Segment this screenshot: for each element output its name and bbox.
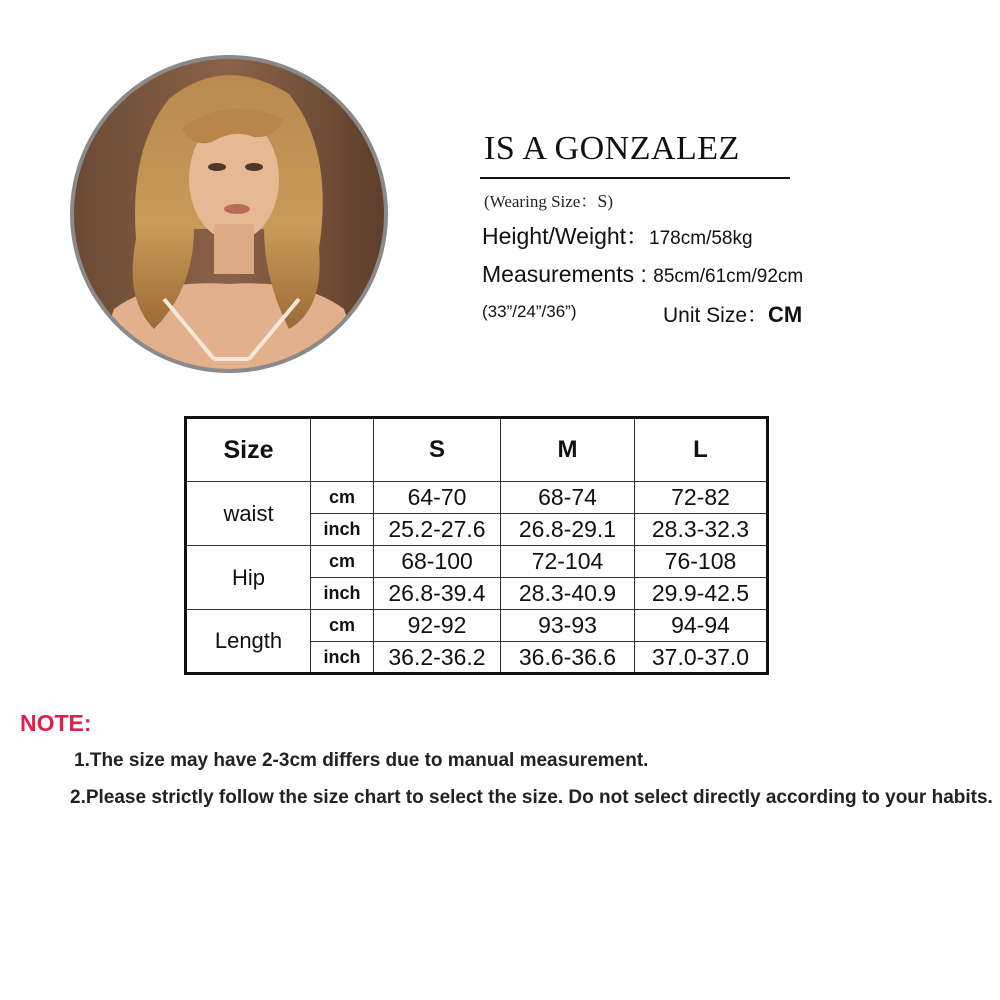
- size-table: [184, 416, 769, 675]
- value-cell: 36.6-36.6: [501, 642, 635, 674]
- value-cell: 72-82: [635, 482, 768, 514]
- unit-cell: cm: [311, 546, 374, 578]
- header-size-l: L: [635, 418, 768, 482]
- value-cell: 36.2-36.2: [374, 642, 501, 674]
- value-cell: 94-94: [635, 610, 768, 642]
- model-portrait: [70, 55, 388, 373]
- unit-cell: inch: [311, 642, 374, 674]
- note-title: NOTE:: [20, 710, 92, 736]
- table-header-row: [186, 418, 768, 482]
- unit-cell: cm: [311, 610, 374, 642]
- table-row: [186, 546, 768, 578]
- value-cell: 25.2-27.6: [374, 514, 501, 546]
- measurements: [482, 261, 803, 288]
- value-cell: 68-100: [374, 546, 501, 578]
- header-size-s: S: [374, 418, 501, 482]
- value-cell: 28.3-40.9: [501, 578, 635, 610]
- height-weight-value: 178cm/58kg: [649, 228, 753, 249]
- header-size-m: M: [501, 418, 635, 482]
- value-cell: 37.0-37.0: [635, 642, 768, 674]
- value-cell: 28.3-32.3: [635, 514, 768, 546]
- wearing-size-close: ): [607, 192, 614, 211]
- value-cell: 92-92: [374, 610, 501, 642]
- name-underline: [480, 177, 790, 179]
- value-cell: 26.8-29.1: [501, 514, 635, 546]
- table-row: [186, 482, 768, 514]
- measure-length: Length: [186, 610, 311, 674]
- header-size: Size: [186, 418, 311, 482]
- header-unit-blank: [311, 418, 374, 482]
- wearing-size-value: S: [597, 191, 608, 211]
- value-cell: 76-108: [635, 546, 768, 578]
- unit-size-label: Unit Size：: [663, 304, 769, 327]
- model-name: IS A GONZALEZ: [484, 130, 740, 167]
- wearing-size-label: (Wearing Size：: [484, 192, 598, 211]
- measurements-label: Measurements :: [482, 261, 647, 287]
- value-cell: 93-93: [501, 610, 635, 642]
- unit-cell: inch: [311, 578, 374, 610]
- unit-size: [663, 299, 802, 329]
- measurements-value: 85cm/61cm/92cm: [653, 266, 804, 287]
- note-item-2: 2.Please strictly follow the size chart to select the size. Do not select directly according to your habits.: [70, 787, 993, 808]
- measurements-inches: (33”/24”/36”): [482, 302, 577, 321]
- height-weight-label: Height/Weight：: [482, 223, 650, 249]
- wearing-size: [484, 187, 613, 212]
- unit-size-value: CM: [768, 302, 803, 327]
- note-item-1: 1.The size may have 2-3cm differs due to manual measurement.: [74, 750, 649, 771]
- value-cell: 26.8-39.4: [374, 578, 501, 610]
- value-cell: 68-74: [501, 482, 635, 514]
- height-weight: [482, 218, 753, 251]
- measure-hip: Hip: [186, 546, 311, 610]
- value-cell: 29.9-42.5: [635, 578, 768, 610]
- table-row: [186, 610, 768, 642]
- value-cell: 64-70: [374, 482, 501, 514]
- unit-cell: cm: [311, 482, 374, 514]
- value-cell: 72-104: [501, 546, 635, 578]
- measure-waist: waist: [186, 482, 311, 546]
- unit-cell: inch: [311, 514, 374, 546]
